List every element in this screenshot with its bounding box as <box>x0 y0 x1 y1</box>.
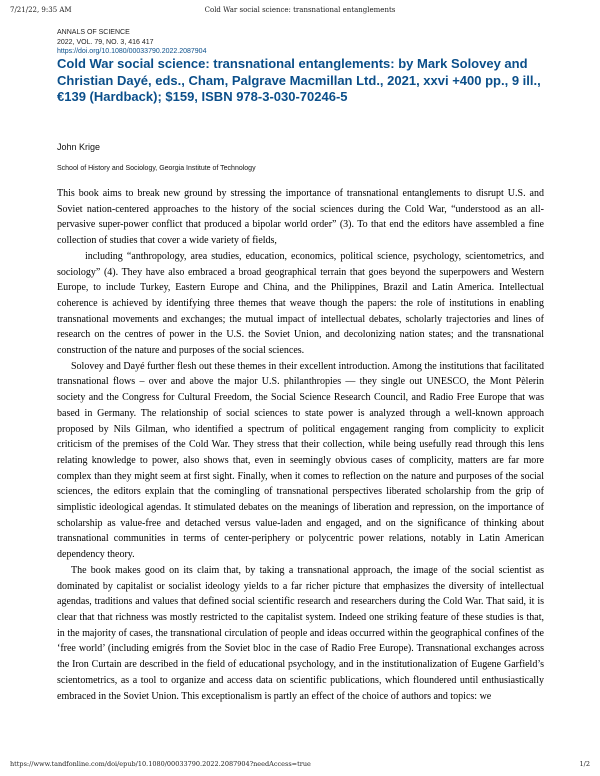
doi-link[interactable]: https://doi.org/10.1080/00033790.2022.2087904 <box>57 48 207 55</box>
journal-name: ANNALS OF SCIENCE <box>57 29 130 36</box>
body-paragraph-3: Solovey and Dayé further flesh out these themes in their excellent introduction. Among the institutions that facilitated transnational flows – over and above the major U.S. philanthropies — they single out UNESCO, the Mont Pèlerin society and the Congress for Cultural Freedom, the Social Science Research Council, and Radio Free Europe that was based in Germany. The relationship of social sciences to state power is analyzed through a well-known approach proposed by Nils Gilman, who identified a spectrum of political engagement ranging from complicity to explicit criticism of the premises of the Cold War. They stress that their collection, while being usefully read through this lens relating knowledge to power, also shows that, even in seemingly obvious cases of complicity, matters are far more complex than they might seem at first sight. Finally, when it comes to reflection on the nature and purposes of the social sciences, the editors explain that the comingling of transnational perspectives liberated scholarship from the grip of simplistic ideological agendas. It stimulated debates on the meanings of liberation and repression, on the importance of scholarship as value-free and detached versus value-laden and engaged, and on the significance of thinking about transnational communities in terms of center-periphery or polycentric power relations, notably in Latin American dependency theory. <box>57 360 544 561</box>
journal-meta <box>57 28 547 57</box>
journal-volume: 2022, VOL. 79, NO. 3, 416 417 <box>57 38 154 46</box>
body-paragraph-1: This book aims to break new ground by stressing the importance of transnational entanglements to disrupt U.S. and Soviet nation-centered approaches to the history of the social sciences during the Cold War, “understood as an all-pervasive super-power conflict that produced a bipolar world order” (3). To that end the editors have assembled a fine collection of studies that cover a wide variety of fields, <box>57 188 544 247</box>
author-name[interactable]: John Krige <box>57 142 101 152</box>
print-datetime: 7/21/22, 9:35 AM <box>10 6 72 14</box>
body-paragraph-2: including “anthropology, area studies, education, economics, political science, psychology, scientometrics, and sociology” (4). They have also embraced a broad geographical terrain that goes beyond the superpowers and Western Europe, to include Turkey, Eastern Europe and China, and the Philippines, Brazil and Latin America. Intellectual coherence is achieved by identifying three themes that weave though the papers: the role of institutions in enabling transnational movements and exchanges; the mutual impact of intellectual debates, scholarly trajectories and lines of research on the centres of power in the U.S. the Soviet Union, and decolonizing nation states; and the transnational construction of the nature and purposes of the social sciences. <box>57 250 544 357</box>
author-affiliation: School of History and Sociology, Georgia Institute of Technology <box>57 165 256 172</box>
body-paragraph-4: The book makes good on its claim that, by taking a transnational approach, the image of the social scientist as dominated by capitalist or socialist ideology yields to a far richer picture that emphasizes the diversity of intellectual agendas, traditions and values that defined social scientific research and researchers during the Cold War. That said, it is clear that that richness was mostly restricted to the capitalist system. Indeed one striking feature of these studies is that, in the majority of cases, the transnational circulation of people and ideas occurred within the geographical confines of the ‘free world’ (including emigrés from the Soviet bloc in the case of Radio Free Europe). Transnational exchanges across the Iron Curtain are described in the field of educational psychology, and in the institutionalization of Eugene Garfield’s scientometrics, as a tool to organize and access data on scientific publications, which floundered until enthusiastically embraced in the Soviet Union. This exceptionalism is partly an effect of the choice of authors and topics: we <box>57 564 544 702</box>
review-body <box>57 186 544 704</box>
print-url: https://www.tandfonline.com/doi/epub/10.1080/00033790.2022.2087904?needAccess=true <box>10 760 311 768</box>
print-tab-title: Cold War social science: transnational entanglements <box>204 6 396 14</box>
review-title: Cold War social science: transnational entanglements: by Mark Solovey and Christian Dayé, eds., Cham, Palgrave Macmillan Ltd., 2021, xxvi +400 pp., 9 ill., €139 (Hardback); $159, ISBN 978-3-030-70246-5 <box>57 56 541 104</box>
print-page-number: 1/2 <box>579 760 590 768</box>
browser-print-header <box>10 6 590 18</box>
browser-print-footer <box>10 760 590 772</box>
